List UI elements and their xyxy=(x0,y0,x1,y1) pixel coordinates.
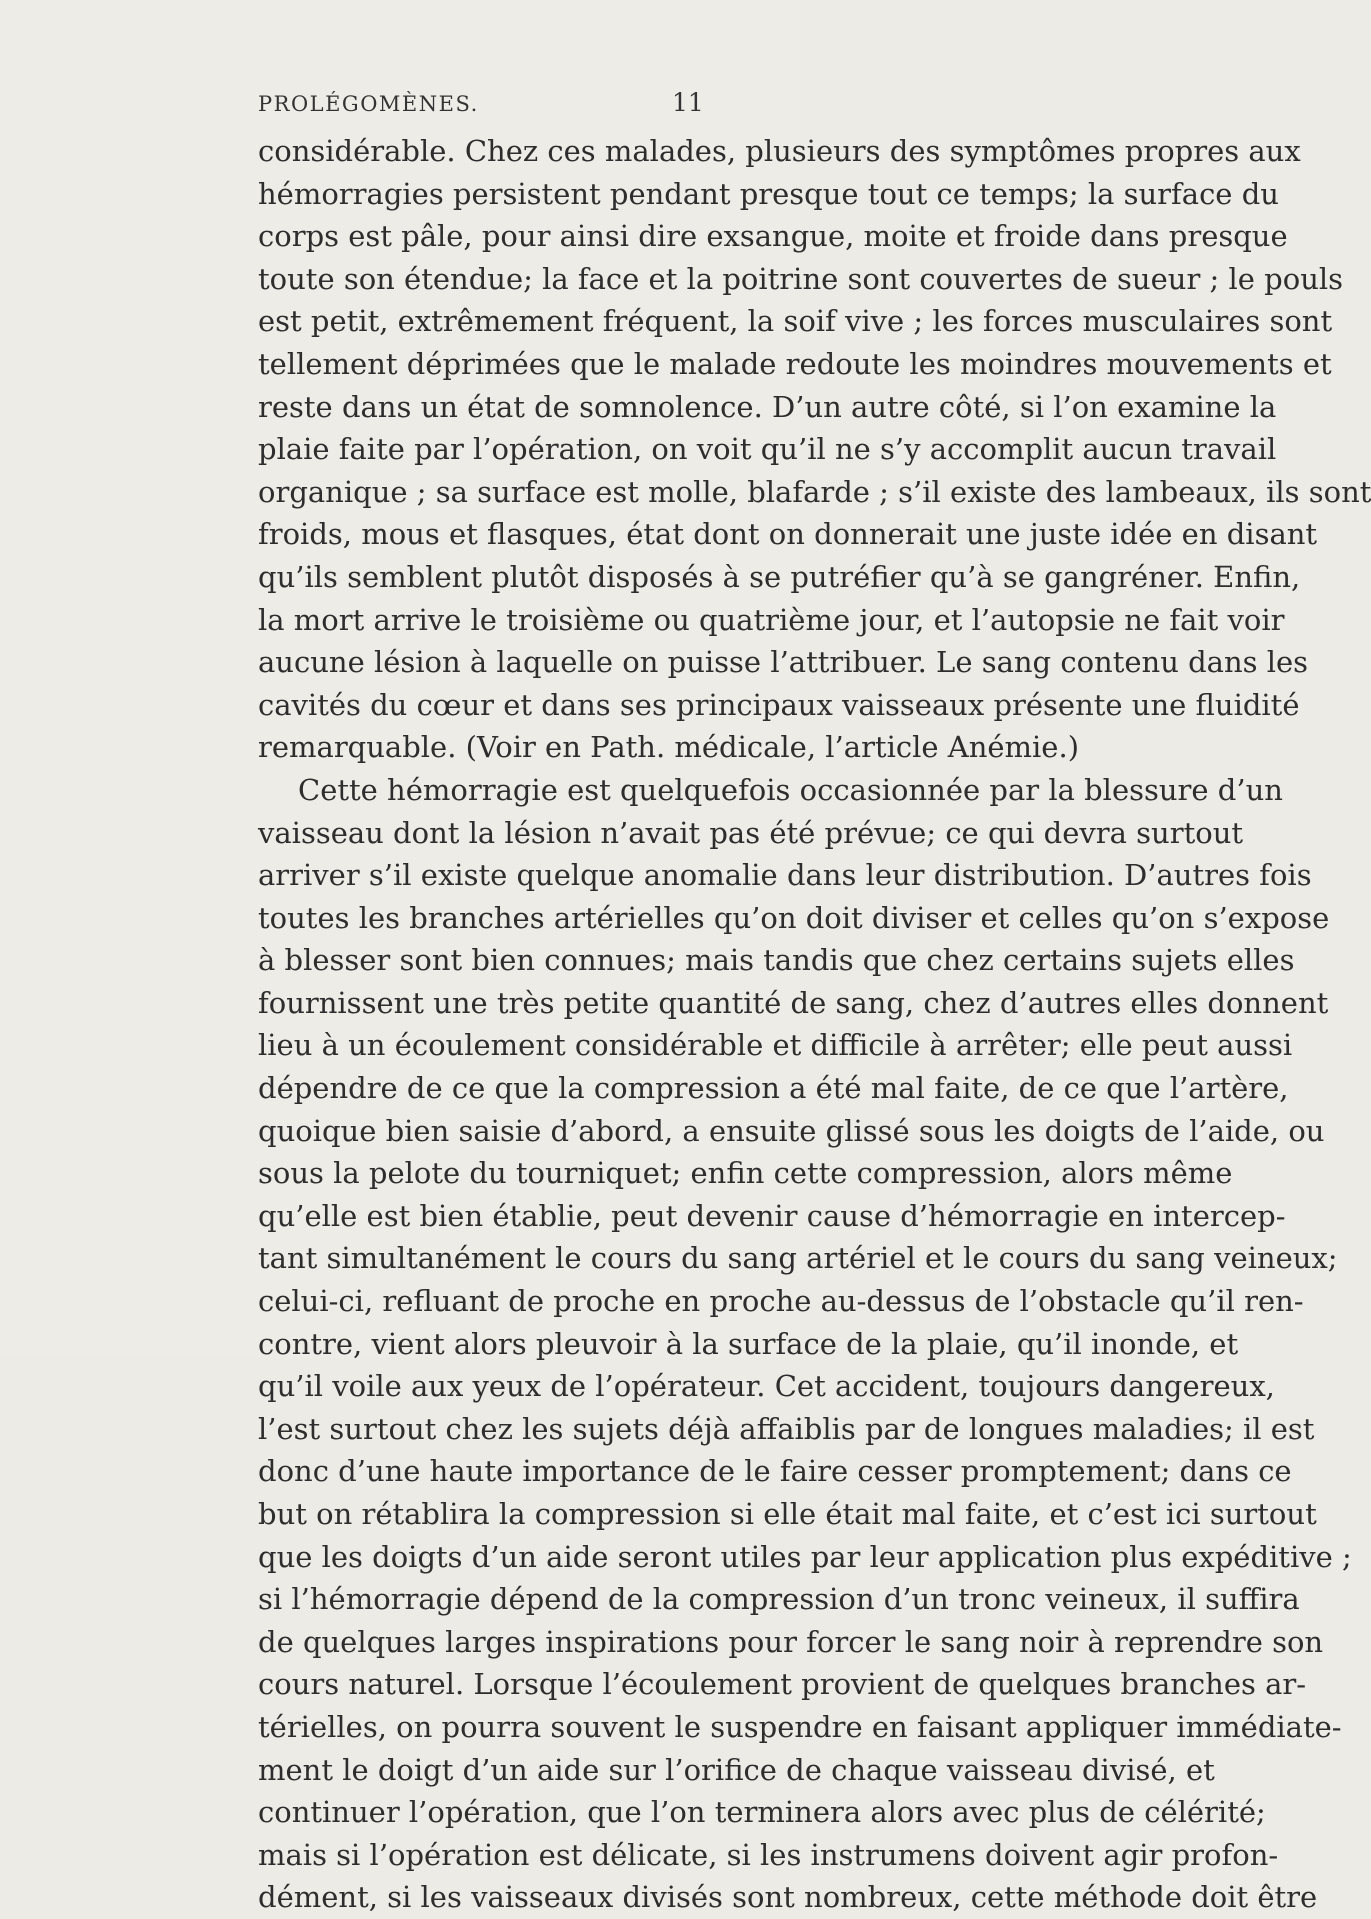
text-line: à blesser sont bien connues; mais tandis que chez certains sujets elles xyxy=(258,943,1295,978)
text-line: froids, mous et flasques, état dont on donnerait une juste idée en disant xyxy=(258,517,1318,552)
text-line: considérable. Chez ces malades, plusieurs des symptômes propres aux xyxy=(258,134,1301,168)
text-line: l’est surtout chez les sujets déjà affaiblis par de longues maladies; il est xyxy=(258,1411,1315,1446)
text-line: hémorragies persistent pendant presque tout ce temps; la surface du xyxy=(258,176,1279,211)
text-line: si l’hémorragie dépend de la compression d’un tronc veineux, il suffira xyxy=(258,1582,1300,1617)
text-line: donc d’une haute importance de le faire cesser promptement; dans ce xyxy=(258,1454,1292,1489)
page-header xyxy=(0,88,800,122)
text-line: qu’il voile aux yeux de l’opérateur. Cet accident, toujours dangereux, xyxy=(258,1369,1275,1404)
text-line: de quelques larges inspirations pour forcer le sang noir à reprendre son xyxy=(258,1624,1324,1659)
text-line: reste dans un état de somnolence. D’un autre côté, si l’on examine la xyxy=(258,389,1277,424)
text-line: toutes les branches artérielles qu’on doit diviser et celles qu’on s’expose xyxy=(258,900,1330,935)
text-line: qu’elle est bien établie, peut devenir cause d’hémorragie en intercep- xyxy=(258,1198,1286,1233)
text-line: cours naturel. Lorsque l’écoulement provient de quelques branches ar- xyxy=(258,1667,1307,1702)
text-line: qu’ils semblent plutôt disposés à se putréfier qu’à se gangréner. Enfin, xyxy=(258,559,1301,594)
text-line: corps est pâle, pour ainsi dire exsangue, moite et froide dans presque xyxy=(258,219,1288,254)
text-line: sous la pelote du tourniquet; enfin cette compression, alors même xyxy=(258,1156,1233,1191)
text-line: but on rétablira la compression si elle était mal faite, et c’est ici surtout xyxy=(258,1497,1317,1531)
text-line: lieu à un écoulement considérable et difficile à arrêter; elle peut aussi xyxy=(258,1028,1293,1063)
text-line: contre, vient alors pleuvoir à la surface de la plaie, qu’il inonde, et xyxy=(258,1326,1239,1361)
text-line: ment le doigt d’un aide sur l’orifice de chaque vaisseau divisé, et xyxy=(258,1752,1215,1787)
text-line: plaie faite par l’opération, on voit qu’il ne s’y accomplit aucun travail xyxy=(258,432,1277,467)
text-line: arriver s’il existe quelque anomalie dans leur distribution. D’autres fois xyxy=(258,858,1312,893)
body-text xyxy=(258,130,1371,1919)
running-head: PROLÉGOMÈNES. xyxy=(258,92,479,116)
text-line: celui-ci, refluant de proche en proche au-dessus de l’obstacle qu’il ren- xyxy=(258,1284,1304,1319)
text-line: Cette hémorragie est quelquefois occasionnée par la blessure d’un xyxy=(298,772,1283,807)
text-line: tellement déprimées que le malade redoute les moindres mouvements et xyxy=(258,346,1332,381)
text-line: organique ; sa surface est molle, blafarde ; s’il existe des lambeaux, ils sont xyxy=(258,474,1371,509)
text-line: dépendre de ce que la compression a été mal faite, de ce que l’artère, xyxy=(258,1071,1289,1106)
text-line: dément, si les vaisseaux divisés sont nombreux, cette méthode doit être xyxy=(258,1880,1318,1915)
text-line: cavités du cœur et dans ses principaux vaisseaux présente une fluidité xyxy=(258,687,1300,722)
text-line: que les doigts d’un aide seront utiles par leur application plus expéditive ; xyxy=(258,1539,1352,1574)
text-line: quoique bien saisie d’abord, a ensuite glissé sous les doigts de l’aide, ou xyxy=(258,1113,1325,1148)
page-number: 11 xyxy=(672,88,704,117)
text-line: fournissent une très petite quantité de sang, chez d’autres elles donnent xyxy=(258,985,1329,1020)
text-line: continuer l’opération, que l’on terminera alors avec plus de célérité; xyxy=(258,1795,1266,1830)
text-line: mais si l’opération est délicate, si les instrumens doivent agir profon- xyxy=(258,1837,1279,1872)
text-line: térielles, on pourra souvent le suspendre en faisant appliquer immédiate- xyxy=(258,1709,1342,1744)
text-line: toute son étendue; la face et la poitrine sont couvertes de sueur ; le pouls xyxy=(258,261,1344,296)
text-line: aucune lésion à laquelle on puisse l’attribuer. Le sang contenu dans les xyxy=(258,645,1309,680)
text-line: remarquable. (Voir en Path. médicale, l’article Anémie.) xyxy=(258,730,1080,765)
text-line: vaisseau dont la lésion n’avait pas été prévue; ce qui devra surtout xyxy=(258,815,1244,850)
text-line: la mort arrive le troisième ou quatrième jour, et l’autopsie ne fait voir xyxy=(258,602,1285,637)
text-line: tant simultanément le cours du sang artériel et le cours du sang veineux; xyxy=(258,1241,1338,1276)
text-line: est petit, extrêmement fréquent, la soif vive ; les forces musculaires sont xyxy=(258,304,1333,339)
